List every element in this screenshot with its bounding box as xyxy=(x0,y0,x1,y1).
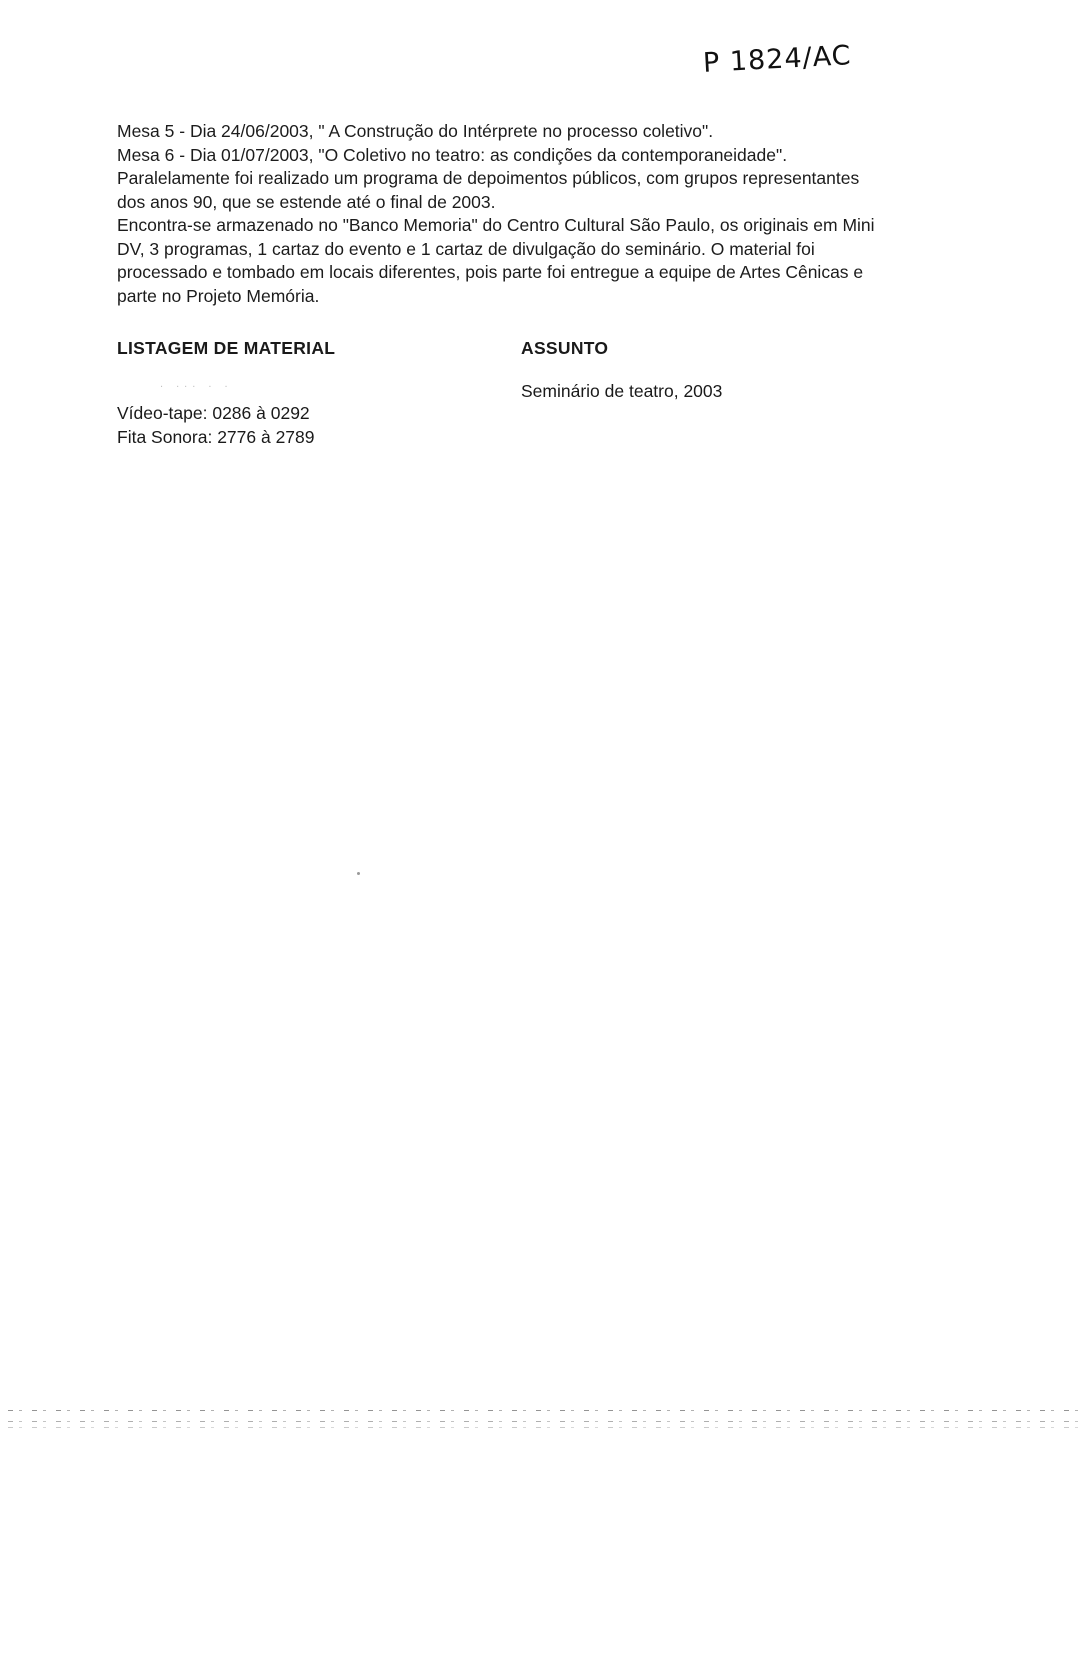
list-item-video-tape: Vídeo-tape: 0286 à 0292 xyxy=(117,403,310,423)
paragraph-banco-memoria: Encontra-se armazenado no "Banco Memoria" do Centro Cultural São Paulo, os originais em Mini DV, 3 programas, 1 cartaz do evento e 1 cartaz de divulgação do seminário. O material foi processado e tombado em locais diferentes, pois parte foi entregue a equipe de Artes Cênicas e parte no Projeto Memória. xyxy=(117,215,875,306)
paragraph-mesa-6: Mesa 6 - Dia 01/07/2003, "O Coletivo no teatro: as condições da contemporaneidade". xyxy=(117,144,788,165)
listagem-de-material-values xyxy=(117,402,315,449)
scanner-noise-band xyxy=(0,1408,1088,1434)
scan-speck-icon xyxy=(357,872,360,875)
list-item-fita-sonora: Fita Sonora: 2776 à 2789 xyxy=(117,426,315,447)
assunto-heading: ASSUNTO xyxy=(521,338,609,358)
paragraph-mesa-5: Mesa 5 - Dia 24/06/2003, " A Construção do Intérprete no processo coletivo". xyxy=(117,121,714,141)
scan-noise-line xyxy=(8,1410,1080,1411)
handwritten-reference-annotation: P 1824/AC xyxy=(702,40,853,79)
scan-noise-line xyxy=(8,1427,1080,1428)
listagem-de-material-heading: LISTAGEM DE MATERIAL xyxy=(117,338,336,358)
scan-speckle-artifact: . ... . . xyxy=(160,378,233,390)
body-text-block xyxy=(117,120,877,308)
paragraph-programa-depoimentos: Paralelamente foi realizado um programa de depoimentos públicos, com grupos representantes dos anos 90, que se estende até o final de 2003. xyxy=(117,168,860,212)
assunto-value: Seminário de teatro, 2003 xyxy=(521,381,723,401)
scan-noise-line xyxy=(8,1421,1080,1422)
